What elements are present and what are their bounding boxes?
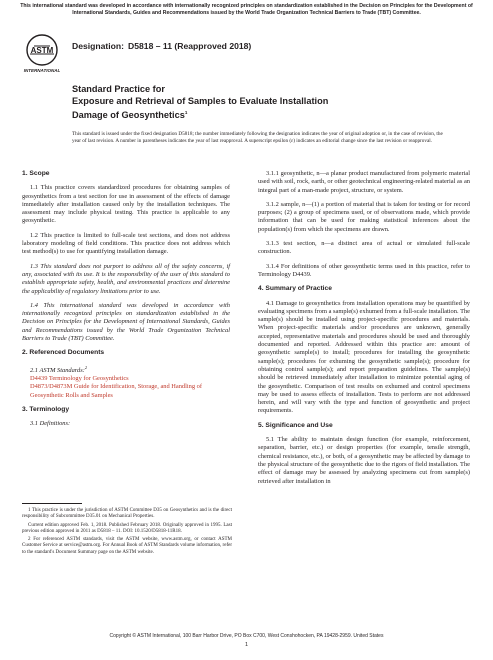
title-line-3-text: Damage of Geosynthetics [72, 110, 185, 121]
footnote-divider [22, 503, 82, 504]
right-column [258, 170, 470, 492]
designation-label: Designation: [72, 41, 125, 51]
left-column [22, 170, 230, 435]
page-number: 1 [244, 642, 249, 648]
title-footnote-marker: 1 [184, 110, 188, 115]
svg-text:ASTM: ASTM [30, 46, 54, 55]
def-3-1-2: 3.1.2 sample, n—(1) a portion of material that is taken for testing or for record purposes; (2) a group of specimens used, or of observations made, which provide information that can be used for making statistical inferences about the population(s) from which the specimens are drawn. [258, 200, 470, 233]
para-3-1: 3.1 Definitions: [30, 420, 71, 428]
designation [72, 41, 251, 51]
ref-link-d4439[interactable]: D4439 Terminology for Geosynthetics [30, 375, 129, 383]
para-1-3: 1.3 This standard does not purport to address all of the safety concerns, if any, associated with its use. It is the responsibility of the user of this standard to establish appropriate safety, health, and environmental practices and determine the applicability of regulatory limitations prior to use. [22, 262, 230, 295]
para-2-1-text: 2.1 ASTM Standards: [30, 366, 85, 374]
para-4-1: 4.1 Damage to geosynthetics from installation operations may be quantified by evaluating specimens from a sample(s) exhumed from a full-scale installation. The sample(s) should be installed using project-specific procedures and materials. When project-specific materials and/or procedures are unknown, generally accepted, representative materials and procedures should be used and thoroughly documented and reported. Addressed within this practice are: amount of geosynthetic sample(s) to install; procedures for installing the geosynthetic sample(s); procedures for exhuming the geosynthetic sample(s); procedure for obtaining control sample(s); and report preparation guidelines. The sample(s) should be retrieved immediately after installation to minimize potential aging of the geosynthetic. Comparison of test results on exhumed and control specimens may be used to assess effects of installation. Tests to perform are not addressed herein, and will vary with the type and function of geosynthetic and project requirements. [258, 299, 470, 415]
section-terminology-heading: 3. Terminology [22, 405, 70, 413]
footnote-2-marker: 2 [84, 364, 88, 370]
def-3-1-3: 3.1.3 test section, n—a distinct area of actual or simulated full-scale construction. [258, 240, 470, 256]
ref-link-d4873[interactable]: D4873/D4873M Guide for Identification, Storage, and Handling of Geosynthetic Rolls and Samples [30, 383, 202, 399]
para-1-2: 1.2 This practice is limited to full-scale test sections, and does not address laboratory modeling of field conditions. This practice does not address which test method(s) to use for quantifying installation damage. [22, 231, 230, 256]
footnote-2: 2 For referenced ASTM standards, visit the ASTM website, www.astm.org, or contact ASTM Customer Service at service@astm.org. For Annual Book of ASTM Standards volume information, refer to the standard's Document Summary page on the ASTM website. [22, 537, 232, 555]
astm-logo [22, 32, 62, 74]
section-referenced-documents-heading: 2. Referenced Documents [22, 349, 105, 357]
def-3-1-4: 3.1.4 For definitions of other geosynthetic terms used in this practice, refer to Terminology D4439. [258, 262, 470, 278]
footnote-1b: Current edition approved Feb. 1, 2018. Published February 2018. Originally approved in 1995. Last previous edition approved in 2011 as D5818 – 11. DOI: 10.1520/D5818-11R18. [22, 522, 232, 534]
issued-note: This standard is issued under the fixed designation D5818; the number immediately following the designation indicates the year of original adoption or, in the case of revision, the year of last revision. A number in parentheses indicates the year of last reapproval. A superscript epsilon (ε) indicates an editorial change since the last revision or reapproval. [72, 131, 443, 144]
def-3-1-1: 3.1.1 geosynthetic, n—a planar product manufactured from polymeric material used with soil, rock, earth, or other geotechnical engineering-related material as an integral part of a man-made project, structure, or system. [258, 170, 470, 194]
footnote-1a: 1 This practice is under the jurisdiction of ASTM Committee D35 on Geosynthetics and is the direct responsibility of Subcommittee D35.01 on Mechanical Properties. [22, 508, 232, 520]
para-1-1: 1.1 This practice covers standardized procedures for obtaining samples of geosynthetics from a test section for use in assessment of the effects of damage immediately after installation caused only by the installation techniques. The assessment may include physical testing. This practice is applicable to any geosynthetic. [22, 184, 230, 225]
para-5-1: 5.1 The ability to maintain design function (for example, reinforcement, separation, barrier, etc.) or design properties (for example, tensile strength, chemical resistance, etc.), or both, of a geosynthetic may be affected by damage to the physical structure of the geosynthetic due to the rigors of field installation. The effect of damage may be assessed by analyzing specimens cut from sample(s) retrieved after installation in [258, 436, 470, 485]
para-1-4: 1.4 This international standard was developed in accordance with internationally recognized principles on standardization established in the Decision on Principles for the Development of International Standards, Guides and Recommendations issued by the World Trade Organization Technical Barriers to Trade (TBT) Committee. [22, 301, 230, 343]
section-scope-heading: 1. Scope [22, 170, 50, 177]
title-line-1: Standard Practice for [72, 84, 165, 94]
section-significance-heading: 5. Significance and Use [258, 421, 333, 429]
footnotes [22, 508, 232, 558]
svg-text:INTERNATIONAL: INTERNATIONAL [23, 68, 61, 73]
para-2-1 [22, 364, 230, 375]
title-line-2: Exposure and Retrieval of Samples to Evaluate Installation [72, 95, 329, 106]
designation-number: D5818 – 11 (Reapproved 2018) [128, 41, 252, 51]
title-line-3 [72, 107, 452, 122]
section-summary-heading: 4. Summary of Practice [258, 285, 332, 293]
international-standard-notice: This international standard was developed in accordance with internationally recognized principles on standardization established in the Decision on Principles for the Development of International Standards, Guides and Recommendations issued by the World Trade Organization Technical Barriers to Trade (TBT) Committee. [20, 3, 473, 16]
document-title [72, 84, 452, 122]
copyright-footer: Copyright © ASTM International, 100 Barr Harbor Drive, PO Box C700, West Conshohocken, PA 19428-2959. United States [109, 633, 384, 639]
